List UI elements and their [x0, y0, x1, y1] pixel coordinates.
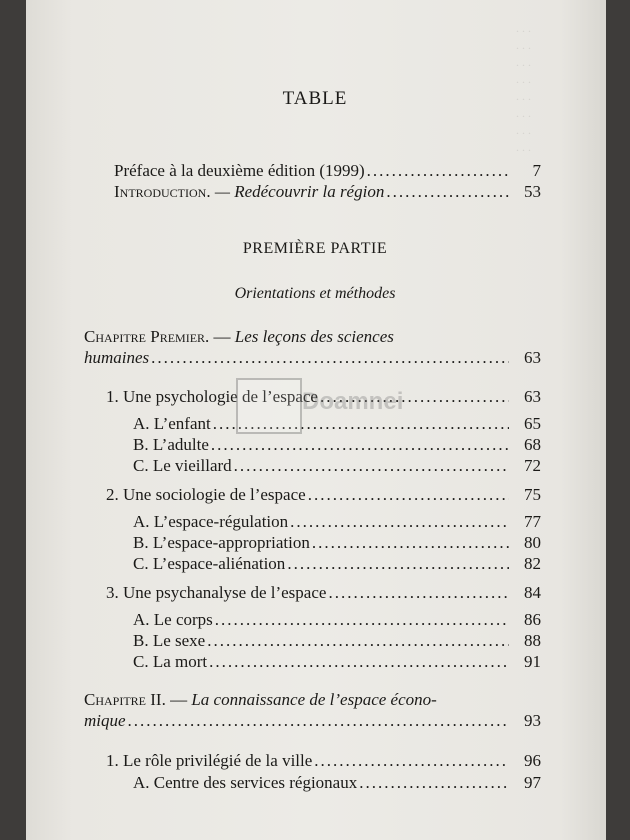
chapter2-heading-line1: Chapitre II. — La connaissance de l’espace écono-: [84, 690, 437, 709]
show-through-text: . . . . . . . . . . . . . . . . . . . . . . . .: [516, 21, 531, 154]
toc-subsection: A. L’enfant ..... 65: [133, 413, 541, 435]
toc-entry-introduction: [114, 181, 541, 203]
page-title: TABLE: [282, 88, 348, 109]
toc-subsection: C. Le vieillard ..... 72: [133, 455, 541, 477]
toc-label: mique: [84, 711, 126, 730]
toc-page-number: 53: [524, 182, 541, 201]
toc-label: Préface à la deuxième édition (1999): [114, 161, 365, 180]
toc-subsection: B. L’adulte ..... 68: [133, 434, 541, 456]
watermark-text: Doamnei: [302, 388, 404, 415]
part-subtitle: Orientations et méthodes: [234, 285, 396, 302]
toc-section: 1. Le rôle privilégié de la ville ..... 96: [106, 750, 541, 772]
toc-subsection: C. L’espace-aliénation ..... 82: [133, 553, 541, 575]
dot-leader: [367, 160, 509, 182]
dot-leader: [128, 710, 509, 732]
toc-entry-preface: [114, 160, 541, 182]
toc-label: humaines: [84, 348, 150, 367]
toc-entry-chapter2: [84, 710, 541, 732]
dot-leader: [151, 347, 509, 369]
toc-section: 3. Une psychanalyse de l’espace ..... 84: [106, 582, 541, 604]
watermark-logo: [236, 378, 406, 436]
chapter1-heading-line1: Chapitre Premier. — Les leçons des sciences: [84, 327, 394, 346]
toc-label: Introduction. — Redécouvrir la région: [114, 182, 385, 201]
toc-subsection: C. La mort ..... 91: [133, 651, 541, 673]
toc-section: 2. Une sociologie de l’espace ..... 75: [106, 484, 541, 506]
toc-entry-chapter1: [84, 347, 541, 369]
toc-page-number: 7: [532, 161, 541, 180]
toc-section: 1. Une psychologie de l’espace ..... 63: [106, 386, 541, 408]
dot-leader: [386, 181, 509, 203]
toc-subsection: A. L’espace-régulation ..... 77: [133, 511, 541, 533]
toc-page-number: 93: [524, 711, 541, 730]
part-heading: PREMIÈRE PARTIE: [242, 240, 388, 257]
toc-subsection: A. Le corps ..... 86: [133, 609, 541, 631]
toc-page-number: 63: [524, 348, 541, 367]
watermark-box-icon: [236, 378, 302, 434]
toc-subsection: B. Le sexe ..... 88: [133, 630, 541, 652]
toc-subsection: A. Centre des services régionaux ..... 97: [133, 772, 541, 794]
toc-subsection: B. L’espace-appropriation ..... 80: [133, 532, 541, 554]
